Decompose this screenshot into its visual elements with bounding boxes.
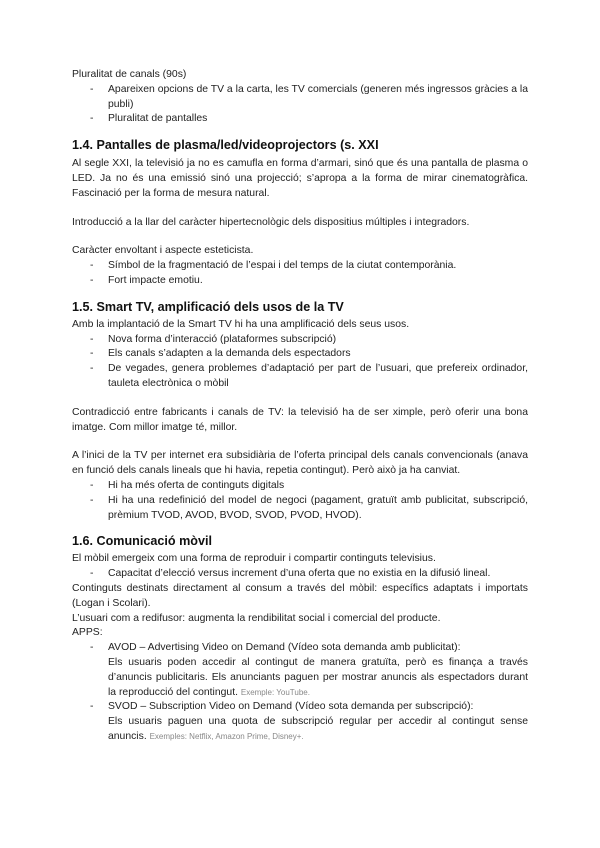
svod-example: Exemples: Netflix, Amazon Prime, Disney+.: [149, 731, 304, 741]
list-item-svod: - SVOD – Subscription Video on Demand (Vídeo sota demanda per subscripció): Els usuaris paguen una quota de subscripció regular per accedir al contingut sense anuncis. Exemples: Netflix, Amazon Prime, Disney+.: [72, 700, 528, 744]
list-item: - Fort impacte emotiu.: [90, 274, 203, 286]
paragraph: Contradicció entre fabricants i canals de TV: la televisió ha de ser ximple, però oferir una bona imatge. Com millor imatge té, millor.: [72, 406, 528, 433]
intro-heading: Pluralitat de canals (90s): [72, 69, 187, 80]
svod-title: SVOD – Subscription Video on Demand (Vídeo sota demanda per subscripció):: [108, 701, 474, 713]
list-item: - Pluralitat de pantalles: [90, 113, 208, 125]
list-item: - Hi ha més oferta de continguts digitals: [90, 479, 285, 491]
list-item: - Hi ha una redefinició del model de negoci (pagament, gratuït amb publicitat, subscripció, prèmium TVOD, AVOD, BVOD, SVOD, PVOD, HVOD).: [90, 494, 528, 521]
list-item: - Capacitat d’elecció versus increment d’una oferta que no existia en la difusió lineal.: [90, 568, 491, 580]
list-item: - De vegades, genera problemes d’adaptació per part de l’usuari, que prefereix ordinador, tauleta electrònica o mòbil: [90, 363, 528, 389]
list-item: - Símbol de la fragmentació de l’espai i del temps de la ciutat contemporània.: [90, 260, 457, 272]
list-item: - Apareixen opcions de TV a la carta, les TV comercials (generen més ingressos gràcies a la publi): [90, 83, 528, 110]
list-item: - Nova forma d’interacció (plataformes subscripció): [90, 333, 337, 345]
s15-list-2: [72, 479, 528, 523]
section-heading-1-4: 1.4. Pantalles de plasma/led/videoprojectors (s. XXI: [72, 138, 379, 153]
list-item-avod: - AVOD – Advertising Video on Demand (Vídeo sota demanda amb publicitat): Els usuaris poden accedir al contingut de manera gratuïta, però es finança a través d’anuncis publicitaris. Els anunciants paguen per mostrar anuncis als espectadors durant la reproducció del contingut. Exemple: YouTube.: [72, 641, 528, 700]
s14-list: [72, 259, 528, 289]
s16-list: [72, 567, 528, 582]
avod-example: Exemple: YouTube.: [240, 687, 310, 697]
paragraph: APPS:: [72, 627, 103, 639]
paragraph: El mòbil emergeix com una forma de reproduir i compartir continguts televisius.: [72, 553, 436, 565]
paragraph: Introducció a la llar del caràcter hipertecnològic dels dispositius múltiples i integradors.: [72, 216, 470, 228]
paragraph: Amb la implantació de la Smart TV hi ha una amplificació dels seus usos.: [72, 318, 410, 330]
paragraph: A l’inici de la TV per internet era subsidiària de l’oferta principal dels canals convencionals (anava en funció dels canals lineals que hi havia, repetia contingut). Però això ja ha canviat.: [72, 450, 528, 477]
paragraph: L’usuari com a redifusor: augmenta la rendibilitat social i comercial del producte.: [72, 612, 441, 624]
list-item: - Els canals s’adapten a la demanda dels espectadors: [90, 348, 351, 360]
paragraph: Caràcter envoltant i aspecte esteticista.: [72, 245, 254, 257]
paragraph: Continguts destinats directament al consum a través del mòbil: específics adaptats i importats (Logan i Scolari).: [72, 582, 528, 609]
s15-list: [72, 333, 528, 392]
section-heading-1-6: 1.6. Comunicació mòvil: [72, 534, 212, 549]
paragraph: Al segle XXI, la televisió ja no es camufla en forma d’armari, sinó que és una pantalla de plasma o LED. Ja no és una emissió sinó una projecció; s’apropa a la forma de mirar cinematogràfica. Fascinació per la forma de mesura natural.: [72, 158, 528, 199]
intro-list: [72, 83, 528, 127]
apps-list: [72, 641, 528, 745]
svod-description: Els usuaris paguen una quota de subscripció regular per accedir al contingut sense anuncis. Exemples: Netflix, Amazon Prime, Disney+.: [108, 716, 528, 742]
avod-title: AVOD – Advertising Video on Demand (Vídeo sota demanda amb publicitat):: [108, 642, 461, 654]
section-heading-1-5: 1.5. Smart TV, amplificació dels usos de la TV: [72, 299, 344, 314]
avod-description: Els usuaris poden accedir al contingut de manera gratuïta, però es finança a través d’anuncis publicitaris. Els anunciants paguen per mostrar anuncis als espectadors durant la reproducció del contingut. Exemple: YouTube.: [108, 656, 528, 698]
document-page: [72, 68, 528, 745]
